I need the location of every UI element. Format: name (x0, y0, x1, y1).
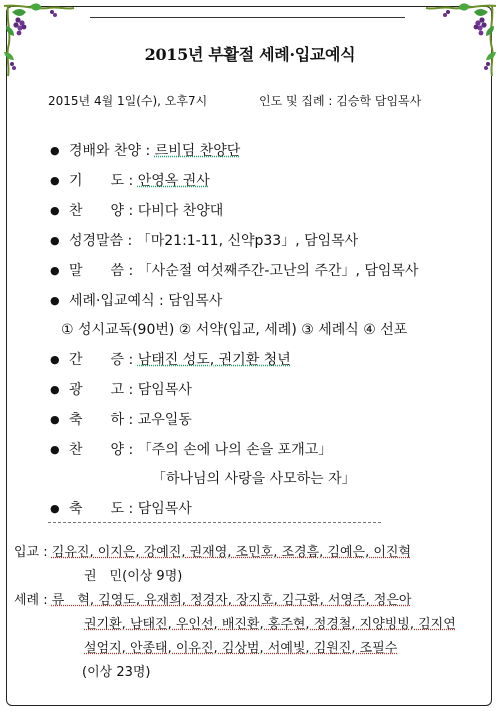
confirmation-label: 입교 : (14, 545, 52, 560)
program-label: 경배와 찬양 (69, 143, 142, 159)
bullet-icon: ● (50, 234, 60, 247)
program-item: ● 세례·입교예식 : 담임목사 (50, 286, 418, 316)
program-value: 「사순절 여섯째주간-고난의 주간」, 담임목사 (137, 263, 419, 279)
baptism-row (14, 589, 456, 613)
program-label: 세례·입교예식 (69, 293, 155, 309)
program-label: 찬 양 (69, 442, 125, 458)
program-value: 담임목사 (168, 293, 223, 309)
service-officiant: 인도 및 집례 : 김승학 담임목사 (259, 94, 422, 108)
bullet-icon: ● (50, 174, 60, 187)
program-value: 다비다 찬양대 (137, 203, 224, 219)
baptism-row-2: 권기환, 남태진, 우인선, 배진환, 홍주현, 정경철, 지양빙빙, 김지연 (84, 617, 456, 632)
service-datetime: 2015년 4월 1일(수), 오후7시 (48, 94, 208, 108)
baptism-row-3: 설엄지, 안종태, 이유진, 김상범, 서예빛, 김원진, 조필수 (84, 641, 398, 656)
bullet-icon: ● (50, 443, 60, 456)
program-item: ● 광 고 : 담임목사 (50, 375, 418, 405)
bullet-icon: ● (50, 144, 60, 157)
program-value: 담임목사 (137, 501, 192, 517)
program-value: 르비딤 찬양단 (154, 143, 241, 159)
program-label: 간 증 (69, 352, 125, 368)
bullet-icon: ● (50, 294, 60, 307)
bullet-icon: ● (50, 264, 60, 277)
hymn-second: 「하나님의 사랑을 사모하는 자」 (152, 471, 356, 487)
bullet-icon: ● (50, 502, 60, 515)
program-list (50, 136, 418, 524)
program-label: 말 씀 (69, 263, 125, 279)
program-item: ● 간 증 : 남태진 성도, 권기환 청년 (50, 345, 418, 375)
program-item: ● 찬 양 : 다비다 찬양대 (50, 196, 418, 226)
program-item: ● 말 씀 : 「사순절 여섯째주간-고난의 주간」, 담임목사 (50, 256, 418, 286)
program-label: 축 도 (69, 501, 125, 517)
top-rule (90, 17, 405, 18)
confirmation-names: 김유진, 이지은, 강예진, 권재영, 조민호, 조경흠, 김예은, 이진혁 (51, 545, 412, 560)
bullet-icon: ● (50, 353, 60, 366)
program-label: 찬 양 (69, 203, 125, 219)
grape-vine-right-icon (420, 0, 500, 80)
program-item: ● 성경말씀 : 「마21:1-11, 신약p33」, 담임목사 (50, 226, 418, 256)
program-item: ● 축 하 : 교우일동 (50, 405, 418, 435)
baptism-count: (이상 23명) (82, 665, 151, 680)
bullet-icon: ● (50, 383, 60, 396)
program-label: 성경말씀 (69, 233, 124, 249)
confirmation-row (14, 541, 456, 565)
program-label: 축 하 (69, 412, 125, 428)
program-value: 남태진 성도, 권기환 청년 (137, 352, 291, 368)
grape-vine-left-icon (0, 0, 80, 80)
program-item: ● 축 도 : 담임목사 (50, 494, 418, 524)
program-item: ● 기 도 : 안영옥 권사 (50, 166, 418, 196)
program-label: 광 고 (69, 382, 125, 398)
page-title: 2015년 부활절 세례·입교예식 (144, 45, 356, 64)
section-divider (48, 522, 381, 523)
program-item: ● 찬 양 : 「주의 손에 나의 손을 포개고」 (50, 435, 418, 465)
bullet-icon: ● (50, 413, 60, 426)
program-label: 기 도 (69, 173, 125, 189)
baptism-names: 류 혁, 김영도, 유재희, 정경자, 장지호, 김구환, 서영주, 정은아 (51, 593, 412, 608)
program-value: 교우일동 (137, 412, 192, 428)
confirmation-row-2: 권 민(이상 9명) (84, 569, 183, 584)
rite-steps: ① 성시교독(90번) ② 서약(입교, 세례) ③ 세례식 ④ 선포 (61, 322, 408, 338)
baptism-label: 세례 : (14, 593, 52, 608)
program-value: 「주의 손에 나의 손을 포개고」 (137, 442, 333, 458)
participants (14, 541, 456, 685)
program-value: 담임목사 (137, 382, 192, 398)
program-value: 「마21:1-11, 신약p33」, 담임목사 (136, 233, 359, 249)
bullet-icon: ● (50, 204, 60, 217)
program-item: ● 경배와 찬양 : 르비딤 찬양단 (50, 136, 418, 166)
program-value: 안영옥 권사 (137, 173, 210, 189)
